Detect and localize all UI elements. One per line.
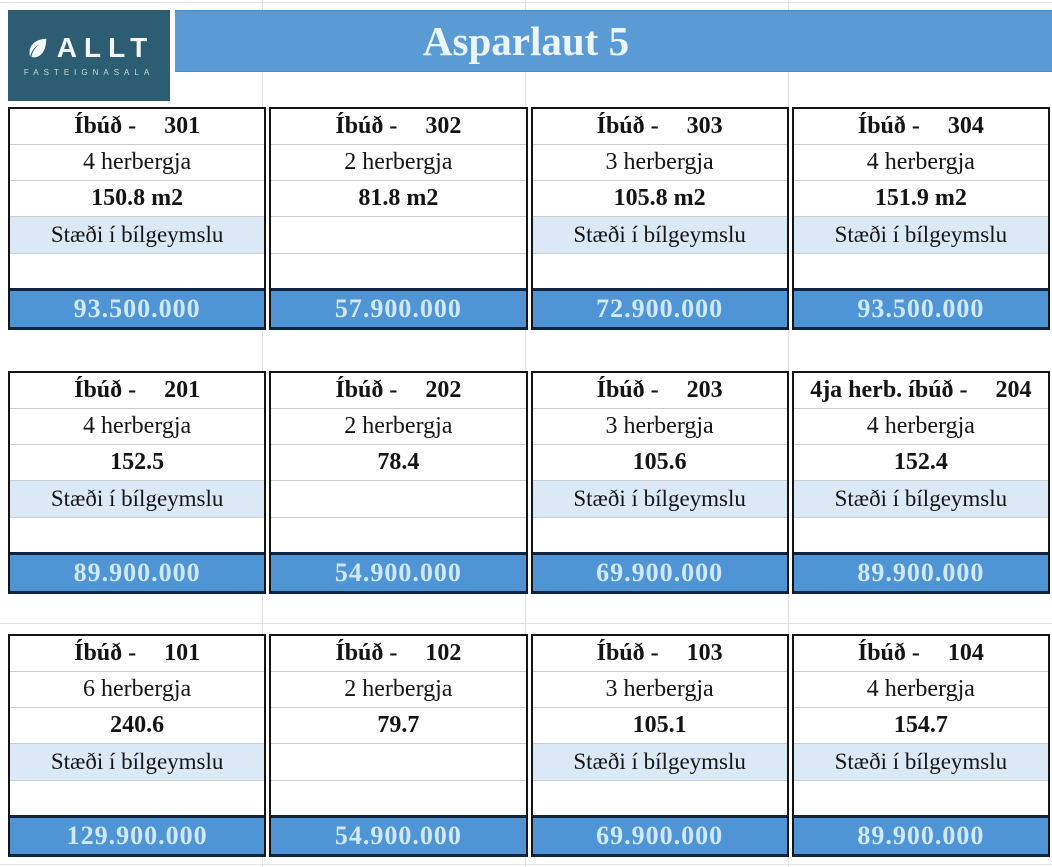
apartment-size: 152.4 [794,445,1048,481]
apartment-price: 69.900.000 [533,552,787,591]
apartment-title [794,373,1048,409]
apartment-rooms: 4 herbergja [794,409,1048,445]
empty-row [271,781,525,815]
apartment-price: 89.900.000 [10,552,264,591]
apartment-size: 152.5 [10,445,264,481]
apartment-price: 89.900.000 [794,552,1048,591]
apartment-rooms: 3 herbergja [533,145,787,181]
gridline-horizontal [0,623,1052,624]
apartment-number: 201 [164,377,201,403]
apartment-parking: Stæði í bílgeymslu [794,481,1048,518]
empty-row [794,518,1048,552]
apartment-title-prefix: Íbúð - [596,113,659,139]
logo-brand-text: ALLT [56,32,155,63]
apartment-card [269,107,527,330]
apartment-rooms: 2 herbergja [271,409,525,445]
apartment-size: 105.6 [533,445,787,481]
apartment-title-prefix: Íbúð - [74,640,137,666]
apartment-title [271,109,525,145]
apartment-parking [271,217,525,254]
logo-subtitle-text: FASTEIGNASALA [23,68,155,77]
empty-row [794,254,1048,288]
apartment-rooms: 2 herbergja [271,672,525,708]
apartment-rooms: 6 herbergja [10,672,264,708]
apartment-title [533,109,787,145]
apartment-title-prefix: Íbúð - [74,377,137,403]
apartment-rooms: 4 herbergja [10,145,264,181]
apartment-card [8,371,266,594]
apartment-parking: Stæði í bílgeymslu [10,217,264,254]
apartment-card [531,107,789,330]
apartment-number: 302 [425,113,462,139]
apartment-number: 102 [425,640,462,666]
apartment-number: 203 [686,377,723,403]
apartment-title [794,109,1048,145]
apartment-size: 105.8 m2 [533,181,787,217]
apartment-size: 78.4 [271,445,525,481]
apartment-title-prefix: Íbúð - [857,640,920,666]
apartment-title [10,373,264,409]
apartment-number: 103 [686,640,723,666]
apartment-number: 301 [164,113,201,139]
empty-row [10,518,264,552]
empty-row [533,781,787,815]
apartment-number: 101 [164,640,201,666]
apartment-card [792,107,1050,330]
apartment-number: 304 [947,113,984,139]
apartment-card [8,634,266,857]
apartment-price: 89.900.000 [794,815,1048,854]
apartment-title [271,636,525,672]
apartment-card [531,634,789,857]
apartment-price: 54.900.000 [271,552,525,591]
apartment-title [794,636,1048,672]
apartment-parking: Stæði í bílgeymslu [10,744,264,781]
gridline-horizontal [0,864,1052,865]
apartment-price: 93.500.000 [10,288,264,327]
apartment-parking: Stæði í bílgeymslu [794,217,1048,254]
apartment-price: 72.900.000 [533,288,787,327]
empty-row [533,518,787,552]
apartment-price: 129.900.000 [10,815,264,854]
apartment-title [533,636,787,672]
gridline-horizontal [0,2,1052,3]
agency-logo [8,10,170,101]
apartment-parking: Stæði í bílgeymslu [533,744,787,781]
apartment-number: 204 [995,377,1032,403]
apartment-title-prefix: Íbúð - [857,113,920,139]
apartment-title-prefix: Íbúð - [335,640,398,666]
apartment-title-prefix: Íbúð - [335,377,398,403]
apartment-title [533,373,787,409]
apartment-size: 240.6 [10,708,264,744]
apartment-number: 104 [947,640,984,666]
empty-row [794,781,1048,815]
empty-row [271,518,525,552]
empty-row [10,781,264,815]
apartment-title-prefix: Íbúð - [335,113,398,139]
apartment-size: 79.7 [271,708,525,744]
apartment-title-prefix: 4ja herb. íbúð - [810,377,968,403]
apartment-parking: Stæði í bílgeymslu [533,217,787,254]
apartment-price: 54.900.000 [271,815,525,854]
apartment-title [271,373,525,409]
apartment-size: 154.7 [794,708,1048,744]
apartment-card [269,371,527,594]
empty-row [533,254,787,288]
apartment-rooms: 4 herbergja [794,672,1048,708]
floor-grid-2 [8,371,1050,594]
apartment-rooms: 4 herbergja [794,145,1048,181]
apartment-price: 57.900.000 [271,288,525,327]
apartment-card [531,371,789,594]
apartment-title-prefix: Íbúð - [596,377,659,403]
apartment-rooms: 3 herbergja [533,409,787,445]
leaf-icon [24,35,50,61]
apartment-number: 202 [425,377,462,403]
apartment-rooms: 2 herbergja [271,145,525,181]
apartment-price: 69.900.000 [533,815,787,854]
apartment-rooms: 3 herbergja [533,672,787,708]
apartment-size: 105.1 [533,708,787,744]
empty-row [10,254,264,288]
apartment-parking [271,744,525,781]
apartment-size: 151.9 m2 [794,181,1048,217]
floor-grid-1 [8,634,1050,857]
apartment-size: 150.8 m2 [10,181,264,217]
floor-grid-3 [8,107,1050,330]
apartment-price: 93.500.000 [794,288,1048,327]
empty-row [271,254,525,288]
apartment-title [10,636,264,672]
apartment-parking: Stæði í bílgeymslu [794,744,1048,781]
apartment-parking [271,481,525,518]
apartment-card [792,634,1050,857]
apartment-parking: Stæði í bílgeymslu [533,481,787,518]
apartment-title-prefix: Íbúð - [596,640,659,666]
apartment-title-prefix: Íbúð - [74,113,137,139]
page-title: Asparlaut 5 [422,18,630,64]
apartment-title [10,109,264,145]
apartment-rooms: 4 herbergja [10,409,264,445]
apartment-parking: Stæði í bílgeymslu [10,481,264,518]
apartment-card [8,107,266,330]
apartment-card [792,371,1050,594]
apartment-size: 81.8 m2 [271,181,525,217]
apartment-number: 303 [686,113,723,139]
apartment-card [269,634,527,857]
